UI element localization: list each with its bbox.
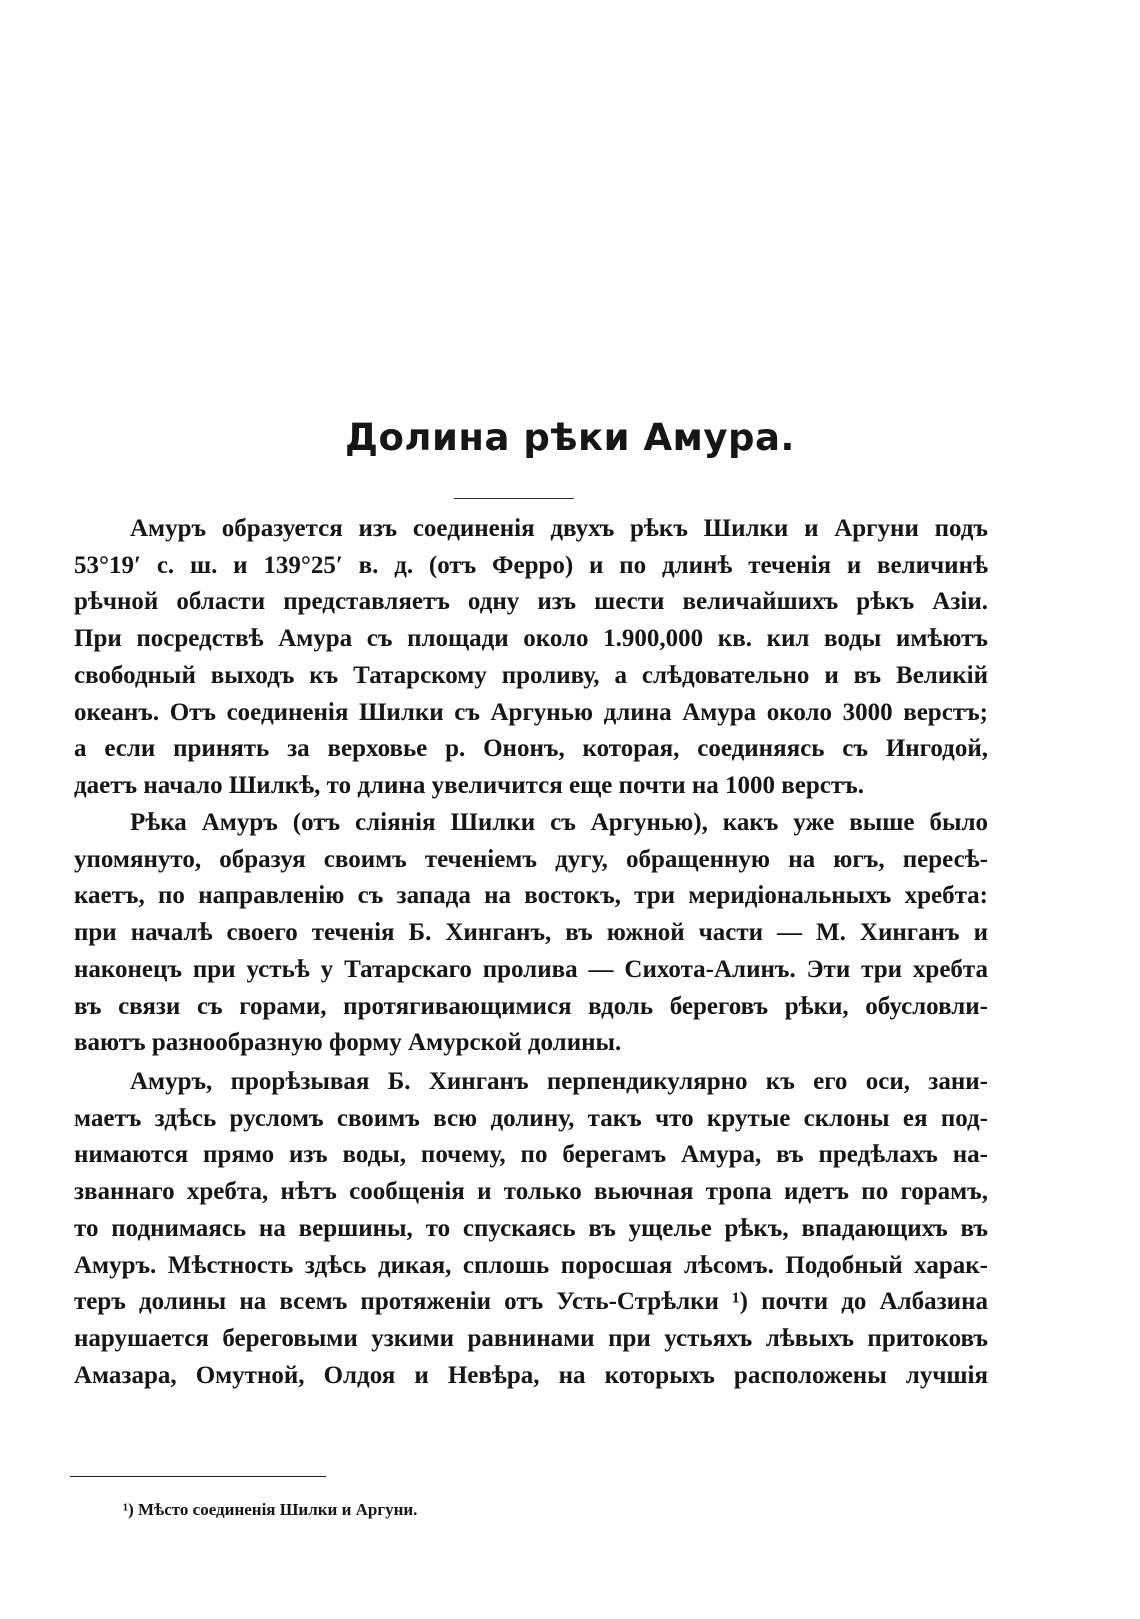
page-title: Долина рѣки Амура. xyxy=(345,416,795,459)
text-line: а если принять за верховье р. Ононъ, которая, соединяясь съ Ингодой, xyxy=(74,735,988,762)
text-line: теръ долины на всемъ протяженіи отъ Усть-Стрѣлки ¹) почти до Албазина xyxy=(74,1288,988,1315)
text-line: наконецъ при устьѣ у Татарскаго пролива — Сихота-Алинъ. Эти три хребта xyxy=(74,956,988,983)
footnote-divider xyxy=(70,1476,326,1477)
text-line: званнаго хребта, нѣтъ сообщенія и только вьючная тропа идетъ по горамъ, xyxy=(74,1178,988,1205)
text-line: океанъ. Отъ соединенія Шилки съ Аргунью длина Амура около 3000 верстъ; xyxy=(74,699,988,726)
text-line: даетъ начало Шилкѣ, то длина увеличится еще почти на 1000 верстъ. xyxy=(74,772,865,799)
text-line: то поднимаясь на вершины, то спускаясь въ ущелье рѣкъ, впадающихъ въ xyxy=(74,1215,988,1242)
text-line: Рѣка Амуръ (отъ сліянія Шилки съ Аргунью), какъ уже выше было xyxy=(130,809,988,836)
title-divider xyxy=(454,498,574,499)
text-line: нарушается береговыми узкими равнинами при устьяхъ лѣвыхъ притоковъ xyxy=(74,1325,988,1352)
footnote: ¹) Мѣсто соединенія Шилки и Аргуни. xyxy=(123,1500,418,1519)
text-line: При посредствѣ Амура съ площади около 1.900,000 кв. кил воды имѣютъ xyxy=(74,625,988,652)
text-line: 53°19′ с. ш. и 139°25′ в. д. (отъ Ферро) и по длинѣ теченія и величинѣ xyxy=(74,552,988,579)
text-line: Амуръ образуется изъ соединенія двухъ рѣкъ Шилки и Аргуни подъ xyxy=(130,515,988,542)
text-line: Амуръ. Мѣстность здѣсь дикая, сплошь поросшая лѣсомъ. Подобный харак- xyxy=(74,1252,988,1279)
text-line: каетъ, по направленію съ запада на востокъ, три меридіональныхъ хребта: xyxy=(74,882,988,909)
text-line: Амуръ, прорѣзывая Б. Хинганъ перпендикулярно къ его оси, зани- xyxy=(130,1068,988,1095)
text-line: свободный выходъ къ Татарскому проливу, а слѣдовательно и въ Великій xyxy=(74,662,988,689)
text-line: Амазара, Омутной, Олдоя и Невѣра, на которыхъ расположены лучшія xyxy=(74,1362,988,1389)
text-line: въ связи съ горами, протягивающимися вдоль береговъ рѣки, обусловли- xyxy=(74,993,988,1020)
text-line: маетъ здѣсь русломъ своимъ всю долину, такъ что крутые склоны ея под- xyxy=(74,1105,988,1132)
text-line: упомянуто, образуя своимъ теченіемъ дугу, обращенную на югъ, пересѣ- xyxy=(74,846,988,873)
text-line: рѣчной области представляетъ одну изъ шести величайшихъ рѣкъ Азіи. xyxy=(74,588,988,615)
text-line: при началѣ своего теченія Б. Хинганъ, въ южной части — М. Хинганъ и xyxy=(74,919,988,946)
text-line: нимаются прямо изъ воды, почему, по берегамъ Амура, въ предѣлахъ на- xyxy=(74,1141,988,1168)
text-line: ваютъ разнообразную форму Амурской долины. xyxy=(74,1029,622,1056)
